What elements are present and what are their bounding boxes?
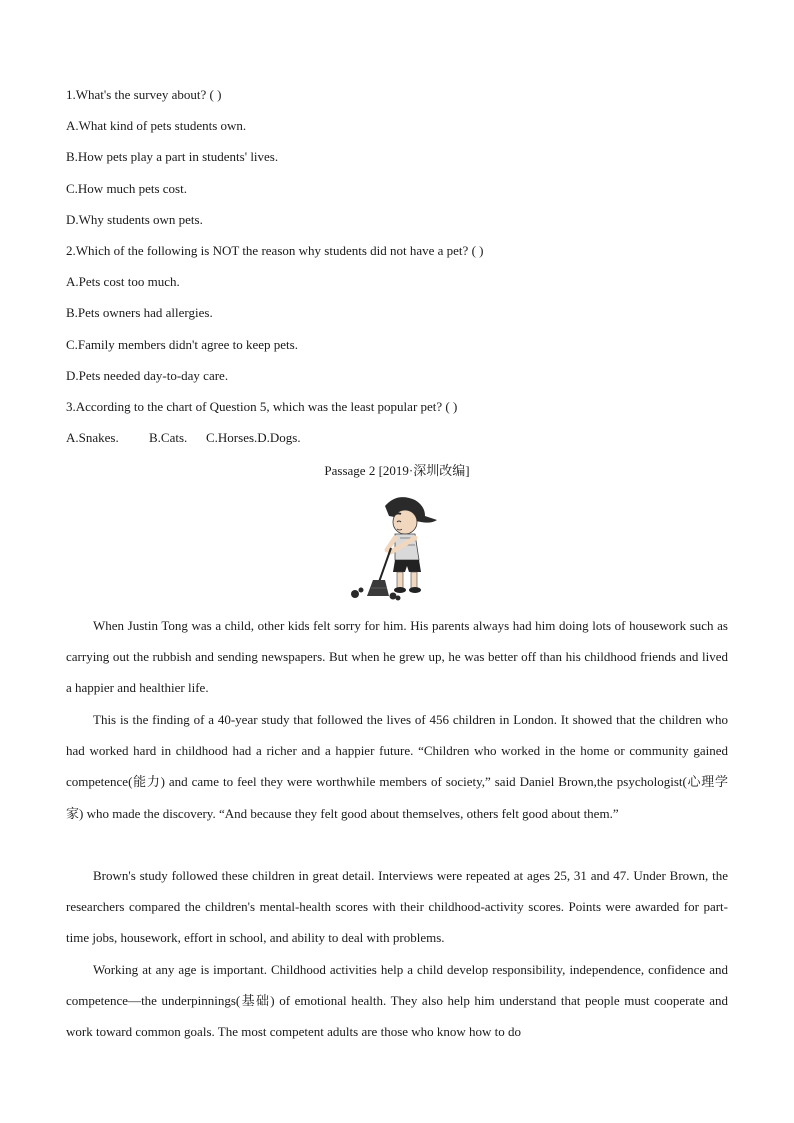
child-sweeping-illustration (345, 490, 450, 602)
question-1-option-c: C.How much pets cost. (66, 181, 187, 196)
question-3-option-c: C.Horses. (206, 430, 258, 445)
question-1-option-b: B.How pets play a part in students' lives. (66, 149, 279, 164)
question-3-option-b: B.Cats. (149, 430, 188, 445)
passage-paragraph-3: Brown's study followed these children in great detail. Interviews were repeated at ages 25, 31 and 47. Under Brown, the researchers compared the children's mental-health scores with their childhood-activity scores. Points were awarded for part-time jobs, housework, effort in school, and ability to deal with problems. (66, 868, 728, 946)
question-3-options (66, 429, 746, 447)
question-2-option-a: A.Pets cost too much. (66, 274, 180, 289)
question-1-stem: 1.What's the survey about? ( ) (66, 87, 222, 102)
passage-paragraph-1: When Justin Tong was a child, other kids felt sorry for him. His parents always had him doing lots of housework such as carrying out the rubbish and sending newspapers. But when he grew up, he was better off than his childhood friends and lived a happier and healthier life. (66, 618, 728, 696)
question-1-option-d: D.Why students own pets. (66, 212, 203, 227)
question-1-option-a: A.What kind of pets students own. (66, 118, 247, 133)
question-3-option-d: D.Dogs. (257, 430, 301, 445)
question-3-option-a: A.Snakes. (66, 430, 119, 445)
question-2-option-c: C.Family members didn't agree to keep pets. (66, 337, 298, 352)
question-2-option-d: D.Pets needed day-to-day care. (66, 368, 229, 383)
question-2-option-b: B.Pets owners had allergies. (66, 305, 213, 320)
passage-paragraph-2: This is the finding of a 40-year study that followed the lives of 456 children in London. It showed that the children who had worked hard in childhood had a richer and a happier future. “Children who worked in the home or community gained competence(能力) and came to feel they were worthwhile members of society,” said Daniel Brown,the psychologist(心理学家) who made the discovery. “And because they felt good about themselves, others felt good about them.” (66, 712, 728, 821)
passage-title: Passage 2 [2019·深圳改编] (324, 463, 470, 478)
question-3-stem: 3.According to the chart of Question 5, which was the least popular pet? ( ) (66, 399, 458, 414)
passage-paragraph-4: Working at any age is important. Childhood activities help a child develop responsibility, independence, confidence and competence—the underpinnings(基础) of emotional health. They also help him understand that people must cooperate and work toward common goals. The most competent adults are those who know how to do (66, 962, 728, 1040)
question-2-stem: 2.Which of the following is NOT the reason why students did not have a pet? ( ) (66, 243, 484, 258)
